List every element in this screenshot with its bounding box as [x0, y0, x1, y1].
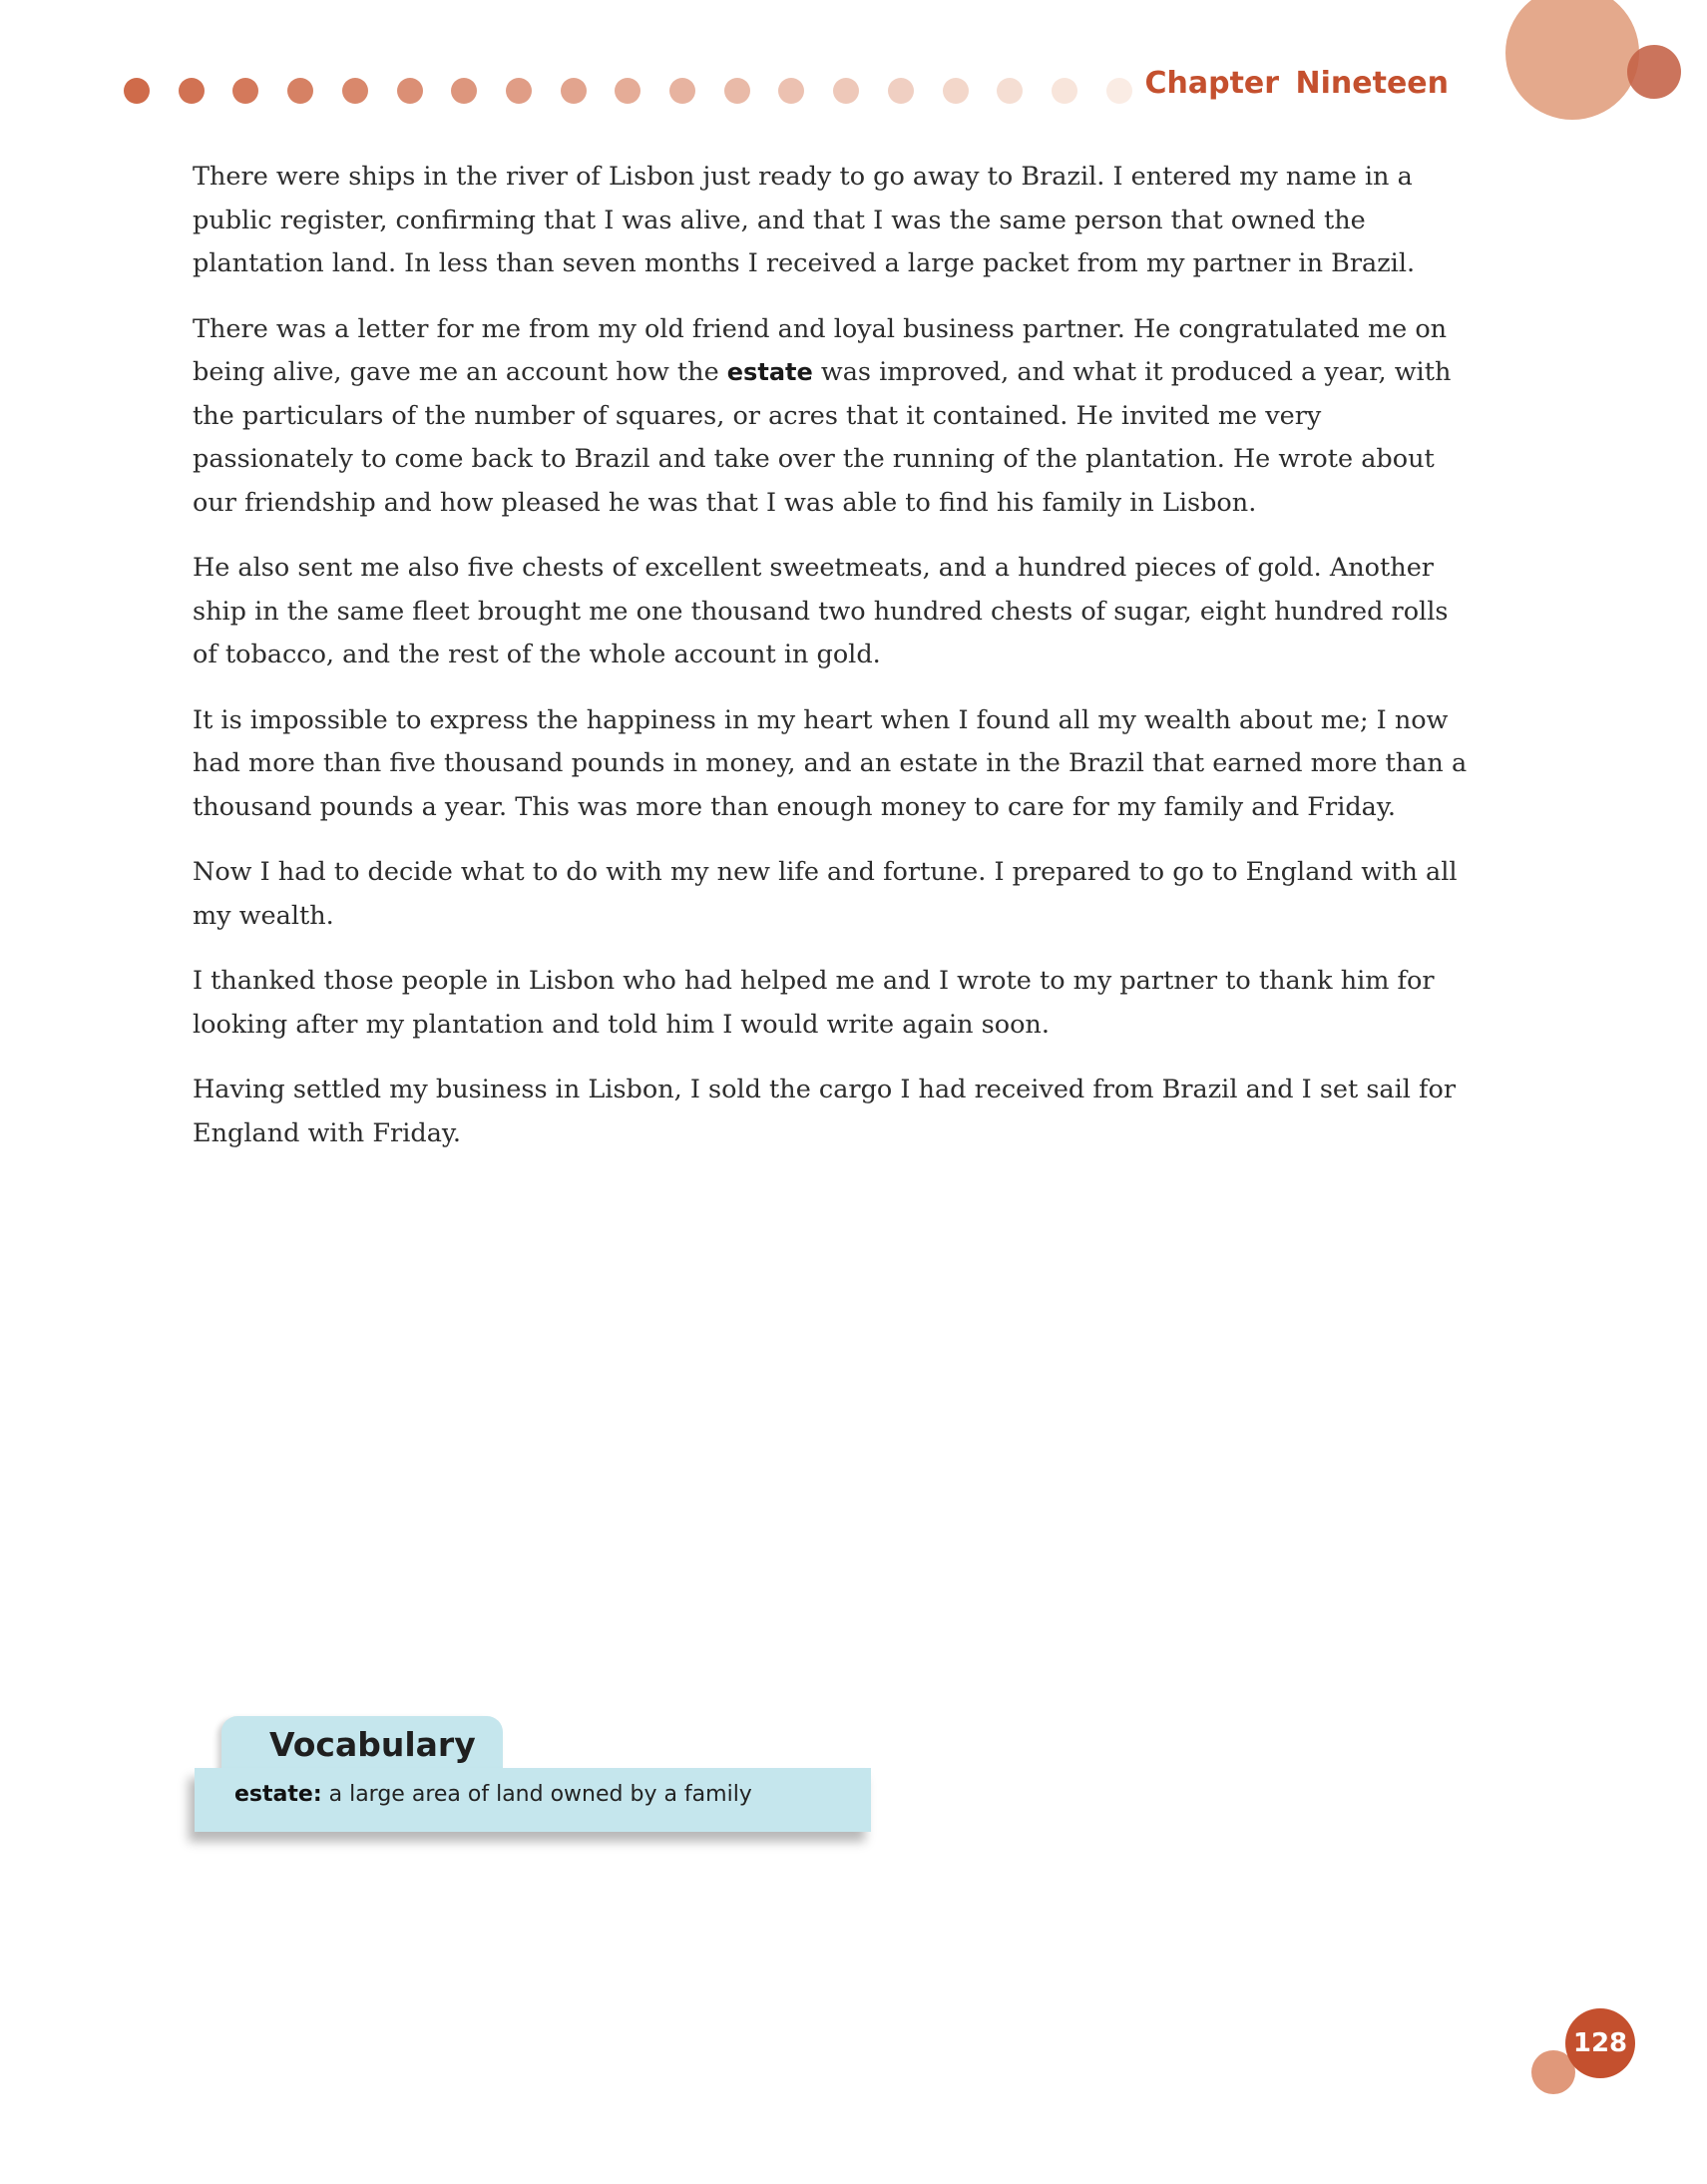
paragraph: There were ships in the river of Lisbon just ready to go away to Brazil. I entered my name in a public register, confirming that I was alive, and that I was the same person that owned the plantation land. In less than seven months I received a large packet from my partner in Brazil. [193, 162, 1416, 278]
header-dot [506, 78, 532, 104]
vocabulary-definition [234, 1782, 752, 1807]
header-dot [342, 78, 368, 104]
header-dot [943, 78, 969, 104]
header-dot [1106, 78, 1132, 104]
paragraph: I thanked those people in Lisbon who had helped me and I wrote to my partner to thank him for looking after my plantation and told him I would write again soon. [193, 966, 1435, 1040]
paragraph: Having settled my business in Lisbon, I sold the cargo I had received from Brazil and I set sail for England with Friday. [193, 1075, 1457, 1148]
header-dot [724, 78, 750, 104]
header-dot [615, 78, 640, 104]
header-dot [397, 78, 423, 104]
header-dot [124, 78, 150, 104]
page-number: 128 [1572, 2028, 1628, 2058]
header-dot [833, 78, 859, 104]
header-dot [1052, 78, 1077, 104]
vocab-highlight-estate: estate [726, 358, 813, 386]
header-dot [778, 78, 804, 104]
header-dot [179, 78, 205, 104]
header-dot [669, 78, 695, 104]
paragraph: He also sent me also five chests of excellent sweetmeats, and a hundred pieces of gold. Another ship in the same fleet brought me one thousand two hundred chests of sugar, eight hundred rolls of tobacco, and the rest of the whole account in gold. [193, 553, 1449, 669]
vocabulary-meaning: a large area of land owned by a family [321, 1782, 752, 1807]
vocabulary-term: estate: [234, 1782, 322, 1807]
paragraph: It is impossible to express the happiness in my heart when I found all my wealth about me; I now had more than five thousand pounds in money, and an estate in the Brazil that earned more than a thousand pounds a year. This was more than enough money to care for my family and Friday. [193, 704, 1468, 822]
header-dot [451, 78, 477, 104]
header-dot [287, 78, 313, 104]
vocabulary-heading: Vocabulary [269, 1725, 476, 1764]
header-dot [997, 78, 1023, 104]
header-dot [888, 78, 914, 104]
chapter-title: Chapter Nineteen [1144, 66, 1449, 101]
paragraph: There was a letter for me from my old friend and loyal business partner. He congratulated me on being alive, gave me an account how the estate was improved, and what it produced a year, with the particulars of the number of squares, or acres that it contained. He invited me very passionately to come back to Brazil and take over the running of the plantation. He wrote about our friendship and how pleased he was that I was able to find his family in Lisbon. [193, 313, 1452, 518]
header-dot [232, 78, 258, 104]
body-text [193, 156, 1470, 1177]
header-dot [561, 78, 587, 104]
paragraph: Now I had to decide what to do with my new life and fortune. I prepared to go to England with all my wealth. [193, 857, 1458, 931]
corner-circle-small [1627, 45, 1681, 99]
